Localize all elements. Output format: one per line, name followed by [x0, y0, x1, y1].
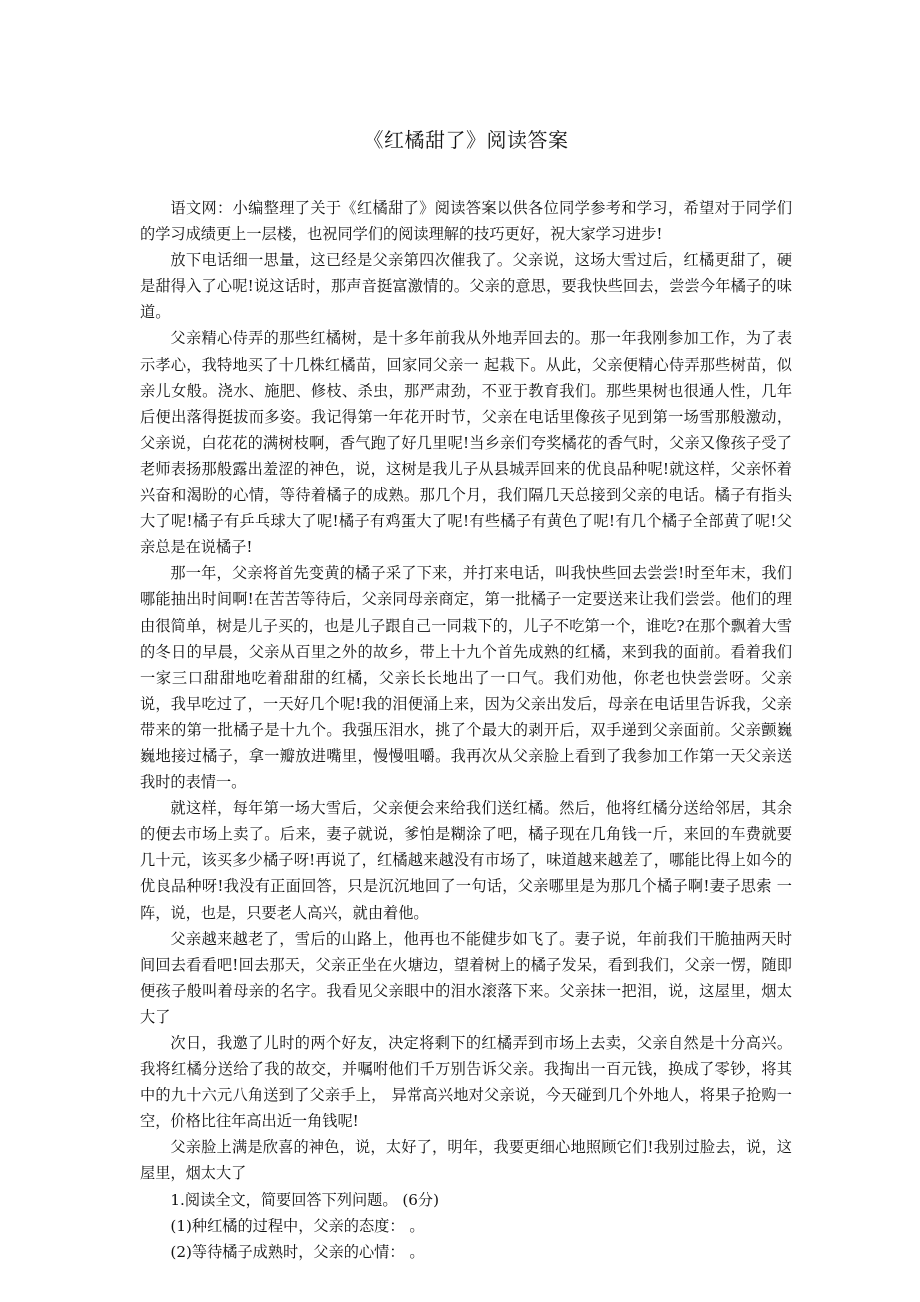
subquestion-2: (2)等待橘子成熟时，父亲的心情： 。 [170, 1242, 425, 1261]
paragraph-intro: 语文网：小编整理了关于《红橘甜了》阅读答案以供各位同学参考和学习，希望对于同学们的学习成绩更上一层楼，也祝同学们的阅读理解的技巧更好，祝大家学习进步! [140, 199, 792, 244]
document-title: 《红橘甜了》阅读答案 [363, 128, 569, 152]
subquestion-1: (1)种红橘的过程中，父亲的态度： 。 [170, 1216, 425, 1235]
paragraph-selling: 次日，我邀了儿时的两个好友，决定将剩下的红橘弄到市场上去卖，父亲自然是十分高兴。我将红橘分送给了我的故交，并嘱咐他们千万别告诉父亲。我掏出一百元钱，换成了零钞，将其中的九十六元八角送到了父亲手上， 异常高兴地对父亲说，今天碰到几个外地人，将果子抢购一空，价格比往年高出近一角钱呢! [140, 1034, 792, 1131]
paragraph-planting: 父亲精心侍弄的那些红橘树，是十多年前我从外地弄回去的。那一年我刚参加工作，为了表示孝心，我特地买了十几株红橘苗，回家同父亲一 起栽下。从此，父亲便精心侍弄那些树苗，似亲儿女般。浇水、施肥、修枝、杀虫，那严肃劲，不亚于教育我们。那些果树也很通人性，几年后便出落得挺拔而多姿。我记得第一年花开时节，父亲在电话里像孩子见到第一场雪那般激动，父亲说，白花花的满树枝啊，香气跑了好几里呢!当乡亲们夸奖橘花的香气时，父亲又像孩子受了老师表扬那般露出羞涩的神色，说，这树是我儿子从县城弄回来的优良品种呢!就这样，父亲怀着兴奋和渴盼的心情，等待着橘子的成熟。那几个月，我们隔几天总接到父亲的电话。橘子有指头大了呢!橘子有乒乓球大了呢!橘子有鸡蛋大了呢!有些橘子有黄色了呢!有几个橘子全部黄了呢!父亲总是在说橘子! [140, 329, 792, 557]
paragraph-first-harvest: 那一年，父亲将首先变黄的橘子采了下来，并打来电话，叫我快些回去尝尝!时至年末，我们哪能抽出时间啊!在苦苦等待后，父亲同母亲商定，第一批橘子一定要送来让我们尝尝。他们的理由很简单，树是儿子买的，也是儿子跟自己一同栽下的，儿子不吃第一个，谁吃?在那个飘着大雪的冬日的早晨，父亲从百里之外的故乡，带上十九个首先成熟的红橘，来到我的面前。看着我们一家三口甜甜地吃着甜甜的红橘，父亲长长地出了一口气。我们劝他，你老也快尝尝呀。父亲说，我早吃过了，一天好几个呢!我的泪便涌上来，因为父亲出发后，母亲在电话里告诉我，父亲带来的第一批橘子是十九个。我强压泪水，挑了个最大的剥开后，双手递到父亲面前。父亲颤巍巍地接过橘子，拿一瓣放进嘴里，慢慢咀嚼。我再次从父亲脸上看到了我参加工作第一天父亲送我时的表情一。 [140, 564, 792, 792]
document-body [140, 195, 792, 1265]
paragraph-father-aging: 父亲越来越老了，雪后的山路上，他再也不能健步如飞了。妻子说，年前我们干脆抽两天时间回去看看吧!回去那天，父亲正坐在火塘边，望着树上的橘子发呆，看到我们，父亲一愣，随即便孩子般叫着母亲的名字。我看见父亲眼中的泪水滚落下来。父亲抹一把泪，说，这屋里，烟太大了 [140, 929, 792, 1026]
paragraph-ending: 父亲脸上满是欣喜的神色，说，太好了，明年，我要更细心地照顾它们!我别过脸去，说，这屋里，烟太大了 [140, 1138, 792, 1183]
paragraph-phone-call: 放下电话细一思量，这已经是父亲第四次催我了。父亲说，这场大雪过后，红橘更甜了，硬是甜得入了心呢!说这话时，那声音挺富激情的。父亲的意思，要我快些回去，尝尝今年橘子的味道。 [140, 251, 792, 322]
paragraph-yearly-delivery: 就这样，每年第一场大雪后，父亲便会来给我们送红橘。然后，他将红橘分送给邻居，其余的便去市场上卖了。后来，妻子就说，爹怕是糊涂了吧，橘子现在几角钱一斤，来回的车费就要几十元，该买多少橘子呀!再说了，红橘越来越没有市场了，味道越来越差了，哪能比得上如今的优良品种呀!我没有正面回答，只是沉沉地回了一句话，父亲哪里是为那几个橘子啊!妻子思索 一阵，说，也是，只要老人高兴，就由着他。 [140, 799, 792, 922]
question-1: 1.阅读全文，简要回答下列问题。 (6分) [170, 1190, 440, 1209]
